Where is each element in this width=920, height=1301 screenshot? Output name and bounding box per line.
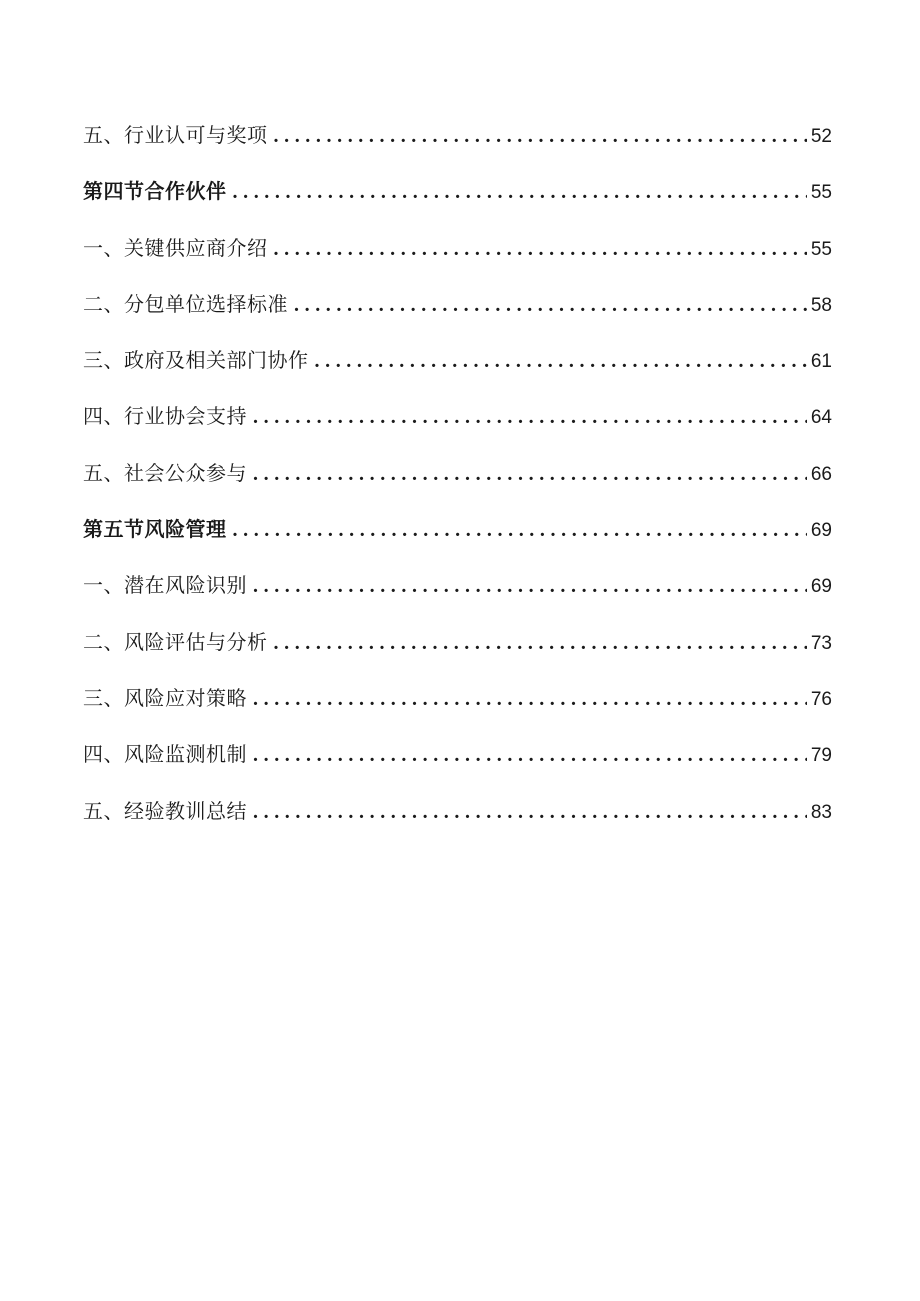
toc-dot-leader	[253, 566, 807, 606]
toc-page-number: 69	[810, 520, 832, 542]
toc-page-number: 73	[810, 632, 832, 654]
toc-entry[interactable]	[83, 115, 832, 171]
toc-page-number: 61	[810, 351, 832, 373]
toc-dot-leader	[233, 172, 807, 212]
table-of-contents	[83, 115, 832, 847]
toc-dot-leader	[233, 510, 807, 550]
toc-page-number: 79	[810, 745, 832, 767]
toc-entry-title: 四、行业协会支持	[83, 404, 247, 429]
toc-entry[interactable]	[83, 791, 832, 847]
toc-dot-leader	[253, 397, 807, 437]
toc-entry-title: 五、社会公众参与	[83, 460, 247, 485]
toc-section-heading[interactable]	[83, 509, 832, 565]
toc-page-number: 66	[810, 463, 832, 485]
toc-entry[interactable]	[83, 622, 832, 678]
toc-page-number: 69	[810, 576, 832, 598]
toc-dot-leader	[253, 679, 807, 719]
toc-dot-leader	[253, 792, 807, 832]
toc-page-number: 52	[810, 126, 832, 147]
toc-dot-leader	[274, 116, 807, 156]
toc-dot-leader	[274, 623, 807, 663]
toc-entry-title: 第五节风险管理	[83, 517, 227, 542]
toc-entry[interactable]	[83, 284, 832, 340]
toc-entry[interactable]	[83, 340, 832, 396]
toc-entry-title: 二、风险评估与分析	[83, 629, 268, 654]
toc-page-number: 76	[810, 688, 832, 710]
toc-page-number: 55	[810, 182, 832, 204]
toc-entry-title: 二、分包单位选择标准	[83, 291, 288, 316]
toc-entry[interactable]	[83, 396, 832, 452]
toc-page-number: 58	[810, 294, 832, 316]
toc-entry-title: 一、关键供应商介绍	[83, 235, 268, 260]
toc-entry-title: 一、潜在风险识别	[83, 573, 247, 598]
toc-entry[interactable]	[83, 734, 832, 790]
toc-dot-leader	[315, 341, 807, 381]
toc-dot-leader	[253, 735, 807, 775]
toc-entry-title: 五、行业认可与奖项	[83, 123, 268, 147]
toc-dot-leader	[253, 454, 807, 494]
toc-entry-title: 第四节合作伙伴	[83, 179, 227, 204]
toc-section-heading[interactable]	[83, 171, 832, 227]
toc-entry-title: 三、风险应对策略	[83, 685, 247, 710]
toc-page-number: 64	[810, 407, 832, 429]
toc-entry[interactable]	[83, 565, 832, 621]
toc-entry[interactable]	[83, 228, 832, 284]
toc-dot-leader	[274, 229, 807, 269]
toc-entry-title: 四、风险监测机制	[83, 742, 247, 767]
toc-dot-leader	[294, 285, 807, 325]
toc-page-number: 55	[810, 238, 832, 260]
toc-page-number: 83	[810, 801, 832, 823]
toc-entry[interactable]	[83, 453, 832, 509]
toc-entry[interactable]	[83, 678, 832, 734]
toc-entry-title: 五、经验教训总结	[83, 798, 247, 823]
toc-entry-title: 三、政府及相关部门协作	[83, 348, 309, 373]
